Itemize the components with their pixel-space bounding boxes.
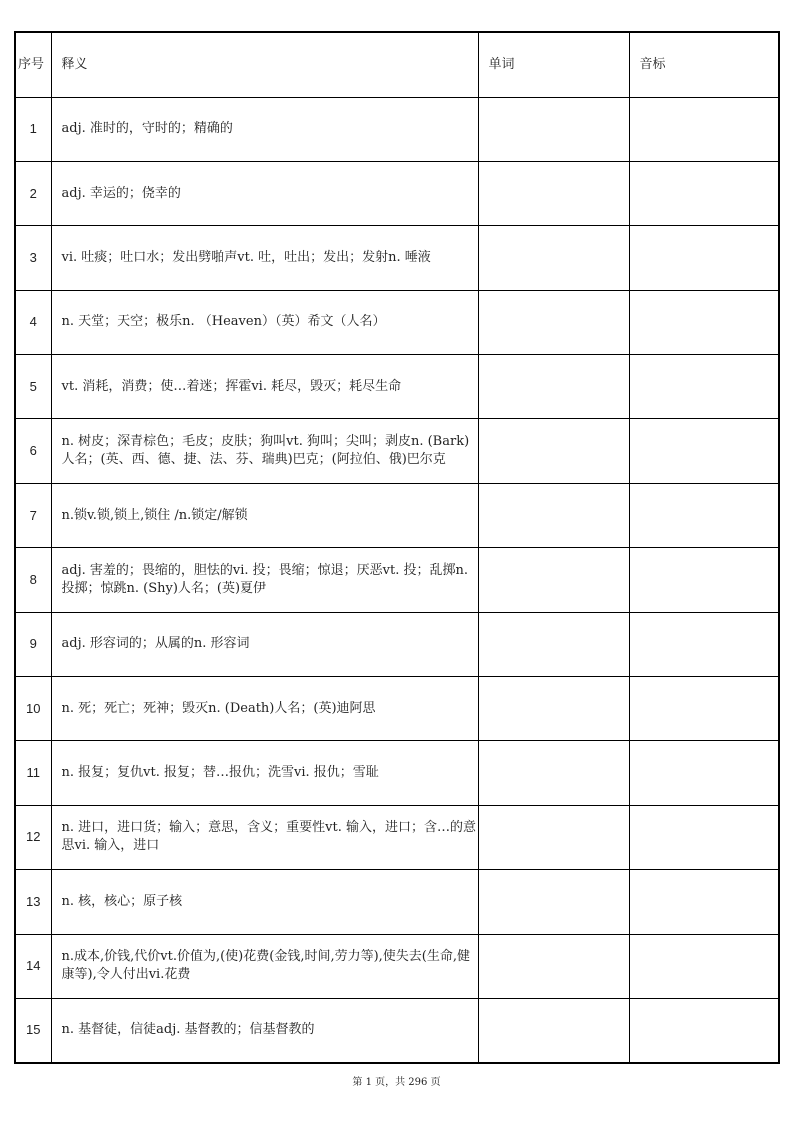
row-phonetic-cell [629,934,779,998]
row-number: 2 [15,161,51,225]
row-phonetic-cell [629,290,779,354]
table-row [15,226,779,290]
table-row [15,805,779,869]
row-phonetic-cell [629,97,779,161]
row-number: 11 [15,741,51,805]
row-number: 12 [15,805,51,869]
row-phonetic-cell [629,483,779,547]
row-phonetic-cell [629,226,779,290]
row-definition: n. 进口，进口货；输入；意思，含义；重要性vt. 输入，进口；含…的意思vi. 输入，进口 [51,805,478,869]
row-number: 4 [15,290,51,354]
table-row [15,483,779,547]
header-phonetic: 音标 [629,32,779,97]
row-word-cell [478,548,629,612]
row-number: 15 [15,998,51,1062]
row-definition: n. 树皮；深青棕色；毛皮；皮肤；狗叫vt. 狗叫；尖叫；剥皮n. (Bark)人名；(英、西、德、捷、法、芬、瑞典)巴克；(阿拉伯、俄)巴尔克 [51,419,478,483]
row-number: 1 [15,97,51,161]
row-definition: n.成本,价钱,代价vt.价值为,(使)花费(金钱,时间,劳力等),使失去(生命,健康等),令人付出vi.花费 [51,934,478,998]
table-row [15,97,779,161]
header-definition: 释义 [51,32,478,97]
row-phonetic-cell [629,677,779,741]
row-definition: vt. 消耗，消费；使…着迷；挥霍vi. 耗尽，毁灭；耗尽生命 [51,355,478,419]
table-row [15,419,779,483]
header-word: 单词 [478,32,629,97]
row-phonetic-cell [629,548,779,612]
row-definition: adj. 形容词的；从属的n. 形容词 [51,612,478,676]
row-phonetic-cell [629,805,779,869]
row-word-cell [478,612,629,676]
table-row [15,355,779,419]
row-word-cell [478,355,629,419]
page-footer: 第 1 页，共 296 页 [352,1077,441,1088]
row-phonetic-cell [629,419,779,483]
row-number: 8 [15,548,51,612]
row-number: 10 [15,677,51,741]
row-word-cell [478,97,629,161]
table-row [15,612,779,676]
row-definition: n. 报复；复仇vt. 报复；替…报仇；洗雪vi. 报仇；雪耻 [51,741,478,805]
row-word-cell [478,483,629,547]
row-phonetic-cell [629,998,779,1062]
row-word-cell [478,998,629,1062]
row-number: 13 [15,870,51,934]
table-row [15,741,779,805]
table-row [15,934,779,998]
row-word-cell [478,870,629,934]
row-definition: adj. 害羞的；畏缩的，胆怯的vi. 投；畏缩；惊退；厌恶vt. 投；乱掷n. 投掷；惊跳n. (Shy)人名；(英)夏伊 [51,548,478,612]
row-number: 9 [15,612,51,676]
row-word-cell [478,934,629,998]
row-number: 14 [15,934,51,998]
row-word-cell [478,290,629,354]
row-phonetic-cell [629,612,779,676]
table-header-row [15,32,779,97]
row-word-cell [478,677,629,741]
row-number: 6 [15,419,51,483]
row-word-cell [478,161,629,225]
row-phonetic-cell [629,355,779,419]
row-word-cell [478,805,629,869]
header-number: 序号 [15,32,51,97]
row-definition: n. 死；死亡；死神；毁灭n. (Death)人名；(英)迪阿思 [51,677,478,741]
row-definition: n. 基督徒，信徒adj. 基督教的；信基督教的 [51,998,478,1062]
row-phonetic-cell [629,870,779,934]
row-definition: n. 天堂；天空；极乐n. （Heaven）（英）希文（人名） [51,290,478,354]
row-definition: n.锁v.锁,锁上,锁住 /n.锁定/解锁 [51,483,478,547]
row-number: 3 [15,226,51,290]
row-phonetic-cell [629,741,779,805]
row-number: 5 [15,355,51,419]
table-row [15,677,779,741]
table-row [15,548,779,612]
row-word-cell [478,741,629,805]
table-row [15,998,779,1062]
row-definition: adj. 准时的，守时的；精确的 [51,97,478,161]
table-row [15,290,779,354]
vocabulary-table [14,31,780,1064]
table-row [15,161,779,225]
row-definition: adj. 幸运的；侥幸的 [51,161,478,225]
row-number: 7 [15,483,51,547]
row-word-cell [478,419,629,483]
row-phonetic-cell [629,161,779,225]
row-word-cell [478,226,629,290]
row-definition: vi. 吐痰；吐口水；发出劈啪声vt. 吐，吐出；发出；发射n. 唾液 [51,226,478,290]
table-row [15,870,779,934]
row-definition: n. 核，核心；原子核 [51,870,478,934]
